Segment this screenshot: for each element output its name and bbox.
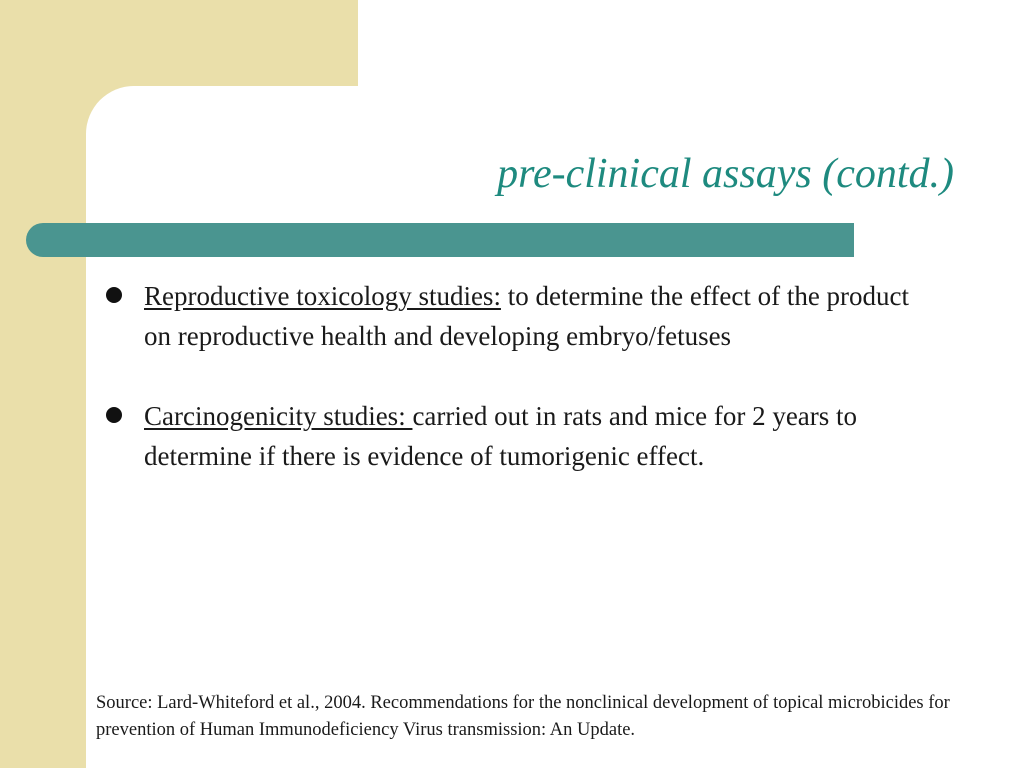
beige-left-band xyxy=(0,0,86,768)
bullet-term: Reproductive toxicology studies: xyxy=(144,281,501,311)
bullet-text: to determine the effect of the product on reproductive health and developing embryo/fetuses xyxy=(144,281,910,351)
bullet-item xyxy=(104,276,934,356)
slide-title: pre-clinical assays (contd.) xyxy=(497,151,954,197)
bullet-list xyxy=(104,276,934,516)
bullet-dot-icon xyxy=(106,407,122,423)
source-citation: Source: Lard-Whiteford et al., 2004. Recommendations for the nonclinical development of topical microbicides for prevention of Human Immunodeficiency Virus transmission: An Update. xyxy=(96,693,950,740)
bullet-item xyxy=(104,396,934,476)
bullet-dot-icon xyxy=(106,287,122,303)
bullet-text: carried out in rats and mice for 2 years to determine if there is evidence of tumorigenic effect. xyxy=(144,401,858,471)
title-divider-bar xyxy=(26,223,854,257)
bullet-term: Carcinogenicity studies: xyxy=(144,401,413,431)
